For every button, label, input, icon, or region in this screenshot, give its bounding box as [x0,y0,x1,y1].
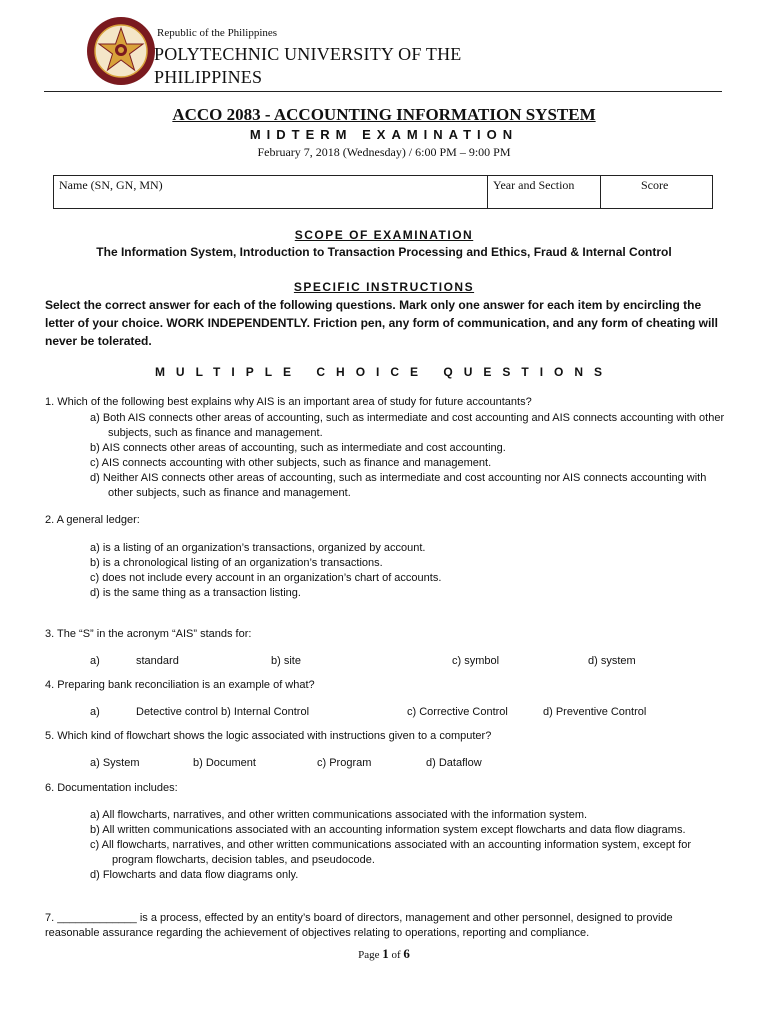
exam-type: MIDTERM EXAMINATION [249,127,519,142]
student-info-table [53,175,713,209]
question-3-stem: 3. The “S” in the acronym “AIS” stands for: [45,628,252,640]
question-5-option-a[interactable]: a) System [90,757,140,769]
question-2-stem: 2. A general ledger: [45,514,140,526]
scope-body: The Information System, Introduction to Transaction Processing and Ethics, Fraud & Internal Control [96,245,672,259]
question-2-option-d[interactable]: d) is the same thing as a transaction listing. [90,587,301,599]
university-name-line2: PHILIPPINES [154,67,263,87]
question-4-option-d[interactable]: d) Preventive Control [543,706,647,718]
year-section-label: Year and Section [493,178,575,192]
scope-heading: SCOPE OF EXAMINATION [294,228,474,242]
year-section-field[interactable] [488,176,601,208]
question-6-stem: 6. Documentation includes: [45,782,178,794]
name-label: Name (SN, GN, MN) [59,178,163,192]
university-name-line1: POLYTECHNIC UNIVERSITY OF THE [154,44,462,64]
page-footer [0,946,768,962]
question-6-option-c[interactable]: c) All flowcharts, narratives, and other written communications associated with an accounting information system, except for program flowcharts, decision tables, and pseudocode. [90,839,691,866]
question-1-option-d[interactable]: d) Neither AIS connects other areas of accounting, such as intermediate and cost accounting nor AIS connects accounting with other subjects, such as finance and management. [90,472,707,499]
question-5-stem: 5. Which kind of flowchart shows the logic associated with instructions given to a computer? [45,730,492,742]
question-4-option-c[interactable]: c) Corrective Control [407,706,508,718]
question-4-options [0,706,768,720]
question-6-options [90,808,730,883]
question-5-option-d[interactable]: d) Dataflow [426,757,482,769]
question-6-option-b[interactable]: b) All written communications associated with an accounting information system except flowcharts and data flow diagrams. [90,824,686,836]
header-divider [44,91,722,92]
question-3-option-d[interactable]: d) system [588,655,636,667]
mcq-heading: MULTIPLE CHOICE QUESTIONS [154,365,614,379]
question-2-option-c[interactable]: c) does not include every account in an organization’s chart of accounts. [90,572,442,584]
question-3-option-a-letter[interactable]: a) [90,655,100,667]
question-3-option-b[interactable]: b) site [271,655,301,667]
question-4-option-a-letter[interactable]: a) [90,706,100,718]
question-1-options [90,411,730,501]
exam-date: February 7, 2018 (Wednesday) / 6:00 PM – 9:00 PM [257,145,511,159]
question-2-option-b[interactable]: b) is a chronological listing of an organization’s transactions. [90,557,383,569]
question-5-option-b[interactable]: b) Document [193,757,256,769]
score-label: Score [641,178,669,192]
of-word: of [391,949,401,961]
instructions-body: Select the correct answer for each of the following questions. Mark only one answer for each item by encircling the letter of your choice. WORK INDEPENDENTLY. Friction pen, any form of communication, and any form of cheating will never be tolerated. [45,298,718,348]
course-title: ACCO 2083 - ACCOUNTING INFORMATION SYSTEM [172,105,596,124]
question-1-stem: 1. Which of the following best explains why AIS is an important area of study for future accountants? [45,396,532,408]
republic-label: Republic of the Philippines [157,27,278,39]
question-4-stem: 4. Preparing bank reconciliation is an example of what? [45,679,315,691]
name-field[interactable] [54,176,488,208]
question-3-options [0,655,768,669]
question-2-option-a[interactable]: a) is a listing of an organization’s transactions, organized by account. [90,542,426,554]
instructions-heading: SPECIFIC INSTRUCTIONS [293,280,475,294]
question-1-option-a[interactable]: a) Both AIS connects other areas of accounting, such as intermediate and cost accounting and AIS connects accounting with other subjects, such as finance and management. [90,412,725,439]
question-6-option-a[interactable]: a) All flowcharts, narratives, and other written communications associated with the information system. [90,809,588,821]
page-current: 1 [382,946,389,961]
university-seal-logo [86,16,156,86]
question-5-option-c[interactable]: c) Program [317,757,372,769]
question-1-option-b[interactable]: b) AIS connects other areas of accounting, such as intermediate and cost accounting. [90,442,506,454]
question-1-option-c[interactable]: c) AIS connects accounting with other subjects, such as finance and management. [90,457,492,469]
page-word: Page [358,949,380,961]
question-2-options [90,541,730,601]
question-6-option-d[interactable]: d) Flowcharts and data flow diagrams only. [90,869,299,881]
question-3-option-a[interactable]: standard [136,655,179,667]
question-3-option-c[interactable]: c) symbol [452,655,500,667]
score-field[interactable] [601,176,714,208]
question-5-options [0,757,768,771]
question-4-option-a-b[interactable]: Detective control b) Internal Control [136,706,310,718]
question-7-stem: 7. _____________ is a process, effected by an entity’s board of directors, management and other personnel, designed to provide reasonable assurance regarding the achievement of objectives relating to operations, reporting and compliance. [45,912,673,939]
page-total: 6 [403,946,410,961]
